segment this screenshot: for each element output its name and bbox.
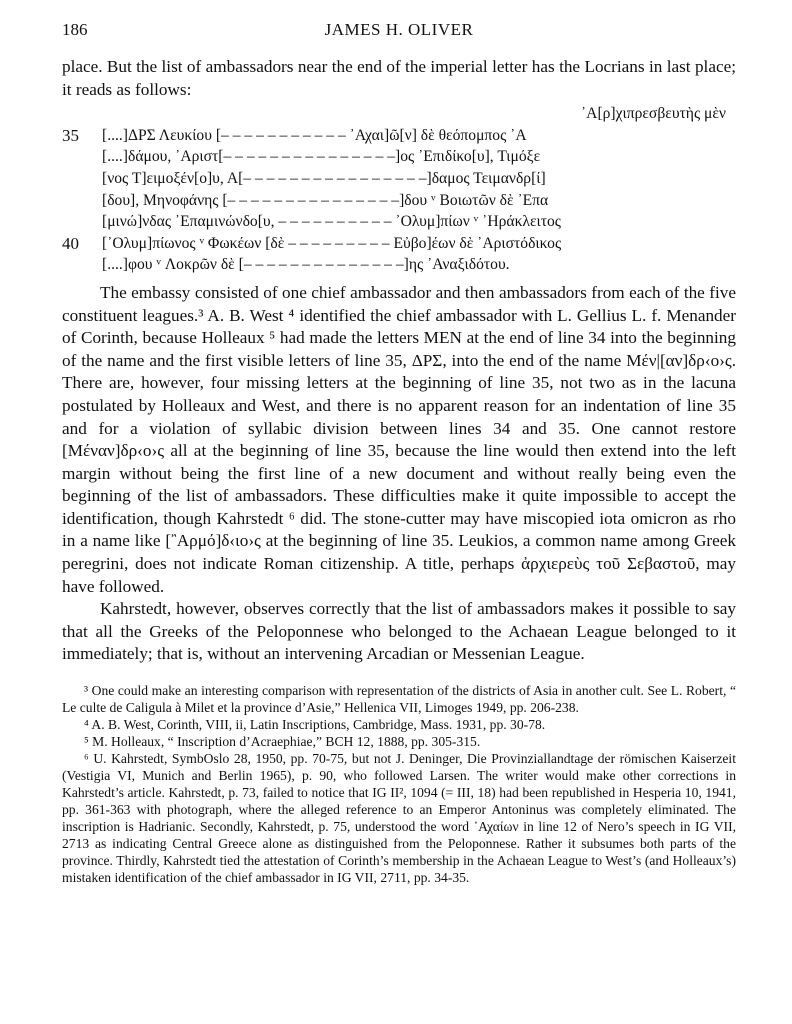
inscription-line-text: ᾿Α[ρ]χιπρεσβευτὴς μὲν: [580, 105, 726, 123]
inscription-line: [62, 168, 736, 190]
inscription-line-text: [δου], Μηνοφάνης [– – – – – – – – – – – – – – –]δου ᵛ Βοιωτῶν δὲ ᾿Επα: [102, 191, 549, 209]
line-number: [62, 211, 102, 233]
inscription-line: [62, 190, 736, 212]
inscription-line: [62, 233, 736, 255]
inscription-line-text: [νος Τ]ειμοξέν[ο]υ, Α[– – – – – – – – – – – – – – – –]δαμος Τειμανδρ[ί]: [102, 169, 546, 187]
inscription-line: [62, 211, 736, 233]
inscription-line-text: [....]φου ᵛ Λοκρῶν δὲ [– – – – – – – – – – – – – –]ης ᾿Αναξιδότου.: [102, 256, 510, 274]
line-number: [62, 146, 102, 168]
inscription-line-text: [μινώ]νδας ᾿Επαμινώνδο[υ, – – – – – – – – – – ᾿Ολυμ]πίων ᵛ ᾿Ηράκλειτος: [102, 213, 561, 231]
inscription-line-text: [....]ΔΡΣ Λευκίου [– – – – – – – – – – – ᾿Αχαι]ῶ[ν] δὲ θεόπομπος ᾿Α: [102, 126, 527, 144]
footnote-5: ⁵ M. Holleaux, “ Inscription d’Acraephiae,” BCH 12, 1888, pp. 305-315.: [84, 734, 481, 750]
line-number: 35: [62, 125, 79, 145]
inscription-line: [62, 146, 736, 168]
inscription-line-text: [᾿Ολυμ]πίωνος ᵛ Φωκέων [δὲ – – – – – – – – – Εὐβο]έων δὲ ᾿Αριστόδικος: [102, 234, 562, 252]
footnote-4: ⁴ A. B. West, Corinth, VIII, ii, Latin Inscriptions, Cambridge, Mass. 1931, pp. 30-78.: [84, 717, 546, 733]
body-paragraph-2: Kahrstedt, however, observes correctly that the list of ambassadors makes it possible to say that all the Greeks of the Peloponnese who belonged to the Achaean League belonged to it immediately; that is, without an intervening Arcadian or Messenian League.: [62, 599, 736, 664]
line-number: [62, 254, 102, 276]
inscription-line-text: [....]δάμου, ᾿Αριστ[– – – – – – – – – – – – – – –]ος ᾿Επιδίκο[υ], Τιμόξε: [102, 148, 541, 166]
intro-paragraph: place. But the list of ambassadors near the end of the imperial letter has the Locrians in last place; it reads as follows:: [62, 57, 736, 99]
footnote-6: ⁶ U. Kahrstedt, SymbOslo 28, 1950, pp. 70-75, but not J. Deninger, Die Provinziallandtage der römischen Kaiserzeit (Vestigia VI, Munich and Berlin 1965), p. 90, who followed Larsen. The writer would make other corrections in Kahrstedt’s article. Kahrstedt, p. 73, failed to notice that IG II², 1094 (= III, 18) had been republished in Hesperia 10, 1941, pp. 361-363 with photograph, where the alleged reference to an Emperor Antoninus was completely eliminated. The inscription is Hadrianic. Secondly, Kahrstedt, p. 75, understood the word ᾿Αχαίων in line 12 of Nero’s speech in IG VII, 2713 as indicating Central Greece alone as distinguished from the Peloponnese. Rather it subsumes both parts of the province. Thirdly, Kahrstedt tied the attestation of Corinth’s membership in the Achaean League to West’s (and Holleaux’s) mistaken identification of the chief ambassador in IG VII, 2711, pp. 34-35.: [62, 751, 736, 886]
line-number: [62, 168, 102, 190]
running-header: [62, 20, 736, 46]
inscription-line-34: [62, 103, 736, 125]
footnote-3: ³ One could make an interesting comparison with representation of the districts of Asia in another cult. See L. Robert, “ Le culte de Caligula à Milet et la province d’Asie,” Hellenica VII, Limoges 1949, pp. 206-238.: [62, 683, 736, 716]
inscription-line: [62, 254, 736, 276]
inscription-line: [62, 125, 736, 147]
page-number: 186: [62, 20, 88, 39]
footnotes: [62, 682, 736, 886]
body-paragraph-1: The embassy consisted of one chief ambassador and then ambassadors from each of the five constituent leagues.³ A. B. West ⁴ identified the chief ambassador with L. Gellius L. f. Menander of Corinth, because Holleaux ⁵ had made the letters MEN at the end of line 34 into the beginning of the name and the first visible letters of line 35, ΔΡΣ, into the end of the name Μέν|[αν]δρ‹ο›ς. There are, however, four missing letters at the beginning of line 35, not two as in the lacuna postulated by Holleaux and West, and there is no apparent reason for an indentation of line 35 and for a violation of syllabic division between lines 34 and 35. One cannot restore [Μέναν]δρ‹ο›ς all at the beginning of line 35, because the line would then extend into the left margin without being the first line of a new document and without really being even the beginning of the list of ambassadors. These difficulties make it quite impossible to accept the identification, though Kahrstedt ⁶ did. The stone-cutter may have miscopied iota omicron as rho in a name like [῍Αρμό]δ‹ιο›ς at the beginning of line 35. Leukios, a common name among Greek peregrini, does not indicate Roman citizenship. A title, perhaps ἀρχιερεὺς τοῦ Σεβαστοῦ, may have followed.: [62, 282, 736, 596]
running-head: JAMES H. OLIVER: [324, 20, 474, 39]
page: [62, 20, 736, 886]
line-number: 40: [62, 233, 79, 253]
inscription-block: [62, 103, 736, 276]
line-number: [62, 190, 102, 212]
